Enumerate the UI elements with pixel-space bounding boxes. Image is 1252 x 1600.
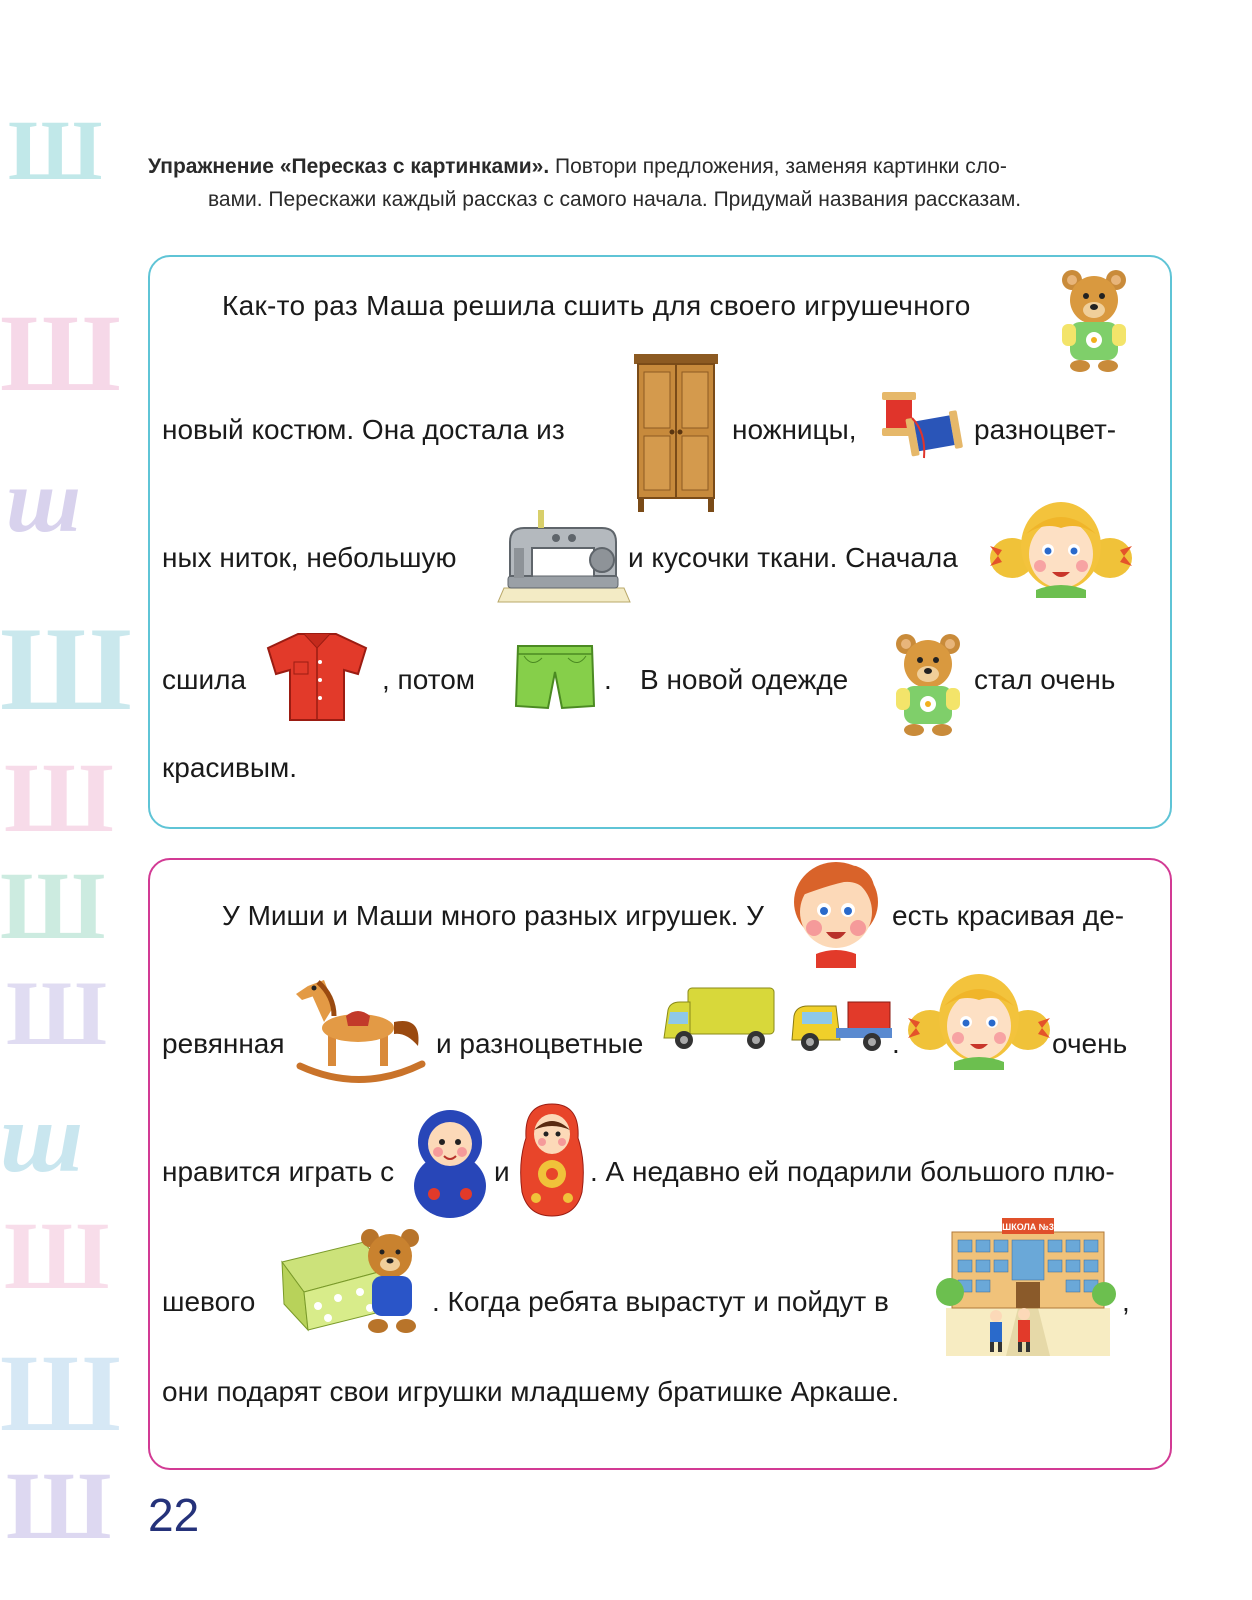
margin-letter: ш: [6, 452, 81, 551]
story1-text: красивым.: [162, 752, 298, 783]
margin-letter: Ш: [0, 1332, 121, 1454]
green-shorts-icon: [514, 642, 596, 712]
rocking-horse-icon: [294, 976, 428, 1088]
story1-text: .: [604, 664, 612, 695]
story2-text: они подарят свои игрушки младшему братишке Аркаше.: [162, 1376, 900, 1407]
story1-text: Как-то раз Маша решила сшить для своего игрушечного: [222, 290, 971, 321]
margin-letter: Ш: [6, 962, 108, 1064]
story1-text: , потом: [382, 664, 476, 695]
story2-text: . Когда ребята вырастут и пойдут в: [432, 1286, 889, 1317]
instructions-line-1: [148, 150, 1158, 183]
teddy-bear-icon: [886, 626, 970, 738]
story1-text: разноцвет-: [974, 414, 1117, 445]
margin-letter: Ш: [0, 602, 132, 735]
matryoshka-doll-icon: [518, 1102, 586, 1218]
story2-text: шевого: [162, 1286, 256, 1317]
margin-letter: Ш: [6, 1452, 112, 1559]
story2-text: У Миши и Маши много разных игрушек. У: [222, 900, 764, 931]
boy-misha-icon: [786, 856, 886, 968]
margin-letter: Ш: [4, 1202, 110, 1309]
thread-spools-icon: [876, 388, 966, 460]
story2-text: и разноцветные: [436, 1028, 644, 1059]
story2-text: очень: [1052, 1028, 1128, 1059]
wardrobe-icon: [630, 352, 722, 514]
story2-text: и: [494, 1156, 510, 1187]
story1-text: ножницы,: [732, 414, 857, 445]
teddy-bear-icon: [1052, 262, 1136, 374]
story1-text: и кусочки ткани. Сначала: [628, 542, 958, 573]
story2-text: .: [892, 1028, 900, 1059]
story1-text: сшила: [162, 664, 247, 695]
story2-text: нравится играть с: [162, 1156, 395, 1187]
exercise-instructions: [148, 150, 1158, 216]
instructions-text: Повтори предложения, заменяя картинки сло-: [555, 155, 1007, 178]
school-sign-label: ШКОЛА №3: [1002, 1222, 1054, 1232]
story2-text: ,: [1122, 1286, 1130, 1317]
sewing-machine-icon: [498, 506, 630, 606]
margin-letter: Ш: [0, 292, 121, 414]
exercise-title: Упражнение «Пересказ с картинками».: [148, 155, 550, 178]
story2-text: есть красивая де-: [892, 900, 1125, 931]
margin-letter: Ш: [4, 742, 114, 853]
toy-trucks-icon: [660, 980, 892, 1054]
girl-masha-icon: [988, 494, 1134, 598]
margin-letter-decoration: [0, 0, 132, 1600]
margin-letter: Ш: [8, 102, 103, 198]
red-shirt-icon: [262, 630, 372, 722]
girl-masha-icon: [906, 966, 1052, 1070]
margin-letter: Ш: [0, 852, 106, 959]
page-number: 22: [148, 1489, 200, 1541]
story1-text: новый костюм. Она достала из: [162, 414, 565, 445]
story1-text: стал очень: [974, 664, 1116, 695]
story2-text: ревянная: [162, 1028, 285, 1059]
roly-poly-toy-icon: [410, 1102, 490, 1220]
story1-text: ных ниток, небольшую: [162, 542, 457, 573]
story1-text: В новой одежде: [640, 664, 849, 695]
school-building-icon: [946, 1212, 1110, 1356]
gift-box-teddy-icon: [274, 1218, 438, 1336]
margin-letter: ш: [0, 1082, 84, 1193]
instructions-line-2: вами. Перескажи каждый рассказ с самого начала. Придумай названия рассказам.: [208, 188, 1022, 211]
story2-text: . А недавно ей подарили большого плю-: [590, 1156, 1115, 1187]
